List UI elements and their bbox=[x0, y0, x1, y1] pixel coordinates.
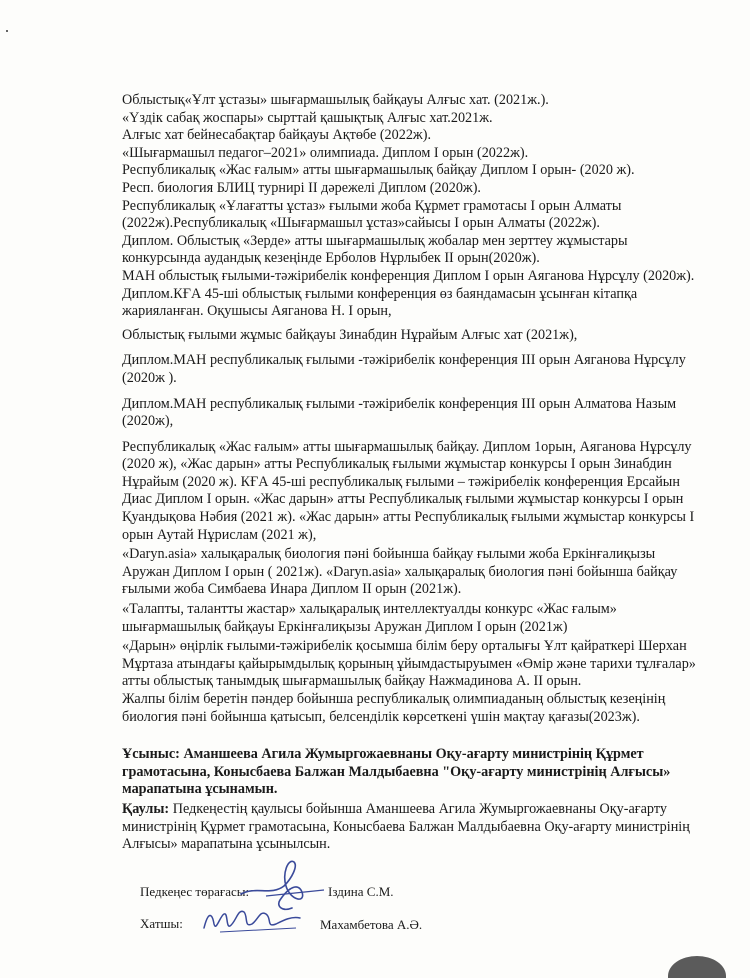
scan-speck bbox=[6, 30, 8, 32]
proposal-block bbox=[122, 746, 700, 799]
decision-text: Педкеңестің қаулысы бойынша Аманшеева Агила Жумыргожаевнаны Оқу-ағарту министрінің Құрмет грамотасына, Коныcбаева Балжан Малдыбаевна Оқу-ағарту министрінің Алғысы» марапатына ұсынылсын. bbox=[122, 800, 690, 853]
achievements-paragraph-7: «Талапты, талантты жастар» халықаралық интеллектуалды конкурс «Жас ғалым» шығармашылық байқауы Еркінғалиқызы Аружан Диплом І орын (2021ж) bbox=[122, 601, 617, 635]
achievements-paragraph-2: Облыстық ғылыми жұмыс байқауы Зинабдин Нұрайым Алғыс хат (2021ж), bbox=[122, 326, 578, 343]
achievements-paragraph-5: Республикалық «Жас ғалым» атты шығармашылық байқау. Диплом 1орын, Аяганова Нұрсұлу (2020 ж), «Жас дарын» атты Республикалық ғылыми жұмыстар конкурсы І орын Зинабдин Нұрайым (2020 ж). КҒА 45-ші республикалық ғылыми – тәжірибелік конференция Ерсайын Диас Диплом І орын. «Жас дарын» атты Республикалық ғылыми жұмыстар конкурсы І орын Қуандықова Нәбия (2021 ж). «Жас дарын» атты Республикалық ғылыми жұмыстар конкурсы І орын Аутай Нұрислам (2021 ж), bbox=[122, 438, 695, 543]
achievements-paragraph-3: Диплом.МАН республикалық ғылыми -тәжірибелік конференция ІІІ орын Аяганова Нұрсұлу (2020ж ). bbox=[122, 352, 686, 386]
secretary-signature bbox=[200, 898, 310, 938]
achievements-paragraph-8: «Дарын» өңірлік ғылыми-тәжірибелік қосымша білім беру орталығы Ұлт қайраткері Шерхан Мұртаза атындағы қайырымдылық қорының ұйымдастыруымен «Өмір және тарихи тұлғалар» атты облыстық танымдық шығармашылық байқау Нажмадинова А. ІІ орын. Жалпы білім беретін пәндер бойынша республикалық олимпиаданың облыстық кезеңінің биология пәні бойынша қатысып, белсенділік көрсеткені үшін мақтау қағазы(2023ж). bbox=[122, 638, 696, 725]
achievements-paragraph-1: Облыстық«Ұлт ұстазы» шығармашылық байқауы Алғыс хат. (2021ж.). «Үздік сабақ жоспары» сырттай қашықтық Алғыс хат.2021ж. Алғыс хат бейнесабақтар байқауы Ақтөбе (2022ж). «Шығармашыл педагог–2021» олимпиада. Диплом І орын (2022ж). Республикалық «Жас ғалым» атты шығармашылық байқау Диплом І орын- (2020 ж). Респ. биология БЛИЦ турнирі ІІ дәрежелі Диплом (2020ж). Республикалық «Ұлағатты ұстаз» ғылыми жоба Құрмет грамотасы І орын Алматы (2022ж).Республикалық «Шығармашыл ұстаз»сайысы І орын Алматы (2022ж). Диплом. Облыстық «Зерде» атты шығармашылық жобалар мен зерттеу жұмыстары конкурсында аудандық кезеңінде Ерболов Нұрлыбек ІІ орын(2020ж). МАН облыстық ғылыми-тәжірибелік конференция Диплом І орын Аяганова Нұрсұлу (2020ж). Диплом.КҒА 45-ші облыстық ғылыми конференция өз баяндамасын ұсынған кітапқа жарияланған. Оқушысы Аяганова Н. І орын, bbox=[122, 92, 695, 320]
chair-name: Іздина С.М. bbox=[328, 884, 394, 899]
secretary-title: Хатшы: bbox=[140, 916, 183, 931]
proposal-text: Ұсыныс: Аманшеева Агила Жумыргожаевнаны Оқу-ағарту министрінің Құрмет грамотасына, Коныcбаева Балжан Малдыбаевна "Оқу-ағарту министрінің Алғысы» марапатына ұсынамын. bbox=[122, 746, 671, 798]
achievements-paragraph-6: «Daryn.asia» халықаралық биология пәні бойынша байқау ғылыми жоба Еркінғалиқызы Аружан Диплом І орын ( 2021ж). «Daryn.asia» халықаралық биология пәні бойынша байқау ғылыми жоба Симбаева Инара Диплом ІІ орын (2021ж). bbox=[122, 546, 678, 598]
scan-corner-shadow bbox=[668, 956, 726, 978]
secretary-name: Махамбетова А.Ә. bbox=[320, 917, 423, 932]
decision-block bbox=[122, 801, 700, 854]
chair-title: Педкеңес төрағасы: bbox=[140, 884, 250, 899]
document-body bbox=[122, 92, 700, 854]
achievements-paragraph-4: Диплом.МАН республикалық ғылыми -тәжірибелік конференция ІІІ орын Алматова Назым (2020ж), bbox=[122, 395, 677, 430]
decision-label: Қаулы: bbox=[122, 800, 170, 817]
